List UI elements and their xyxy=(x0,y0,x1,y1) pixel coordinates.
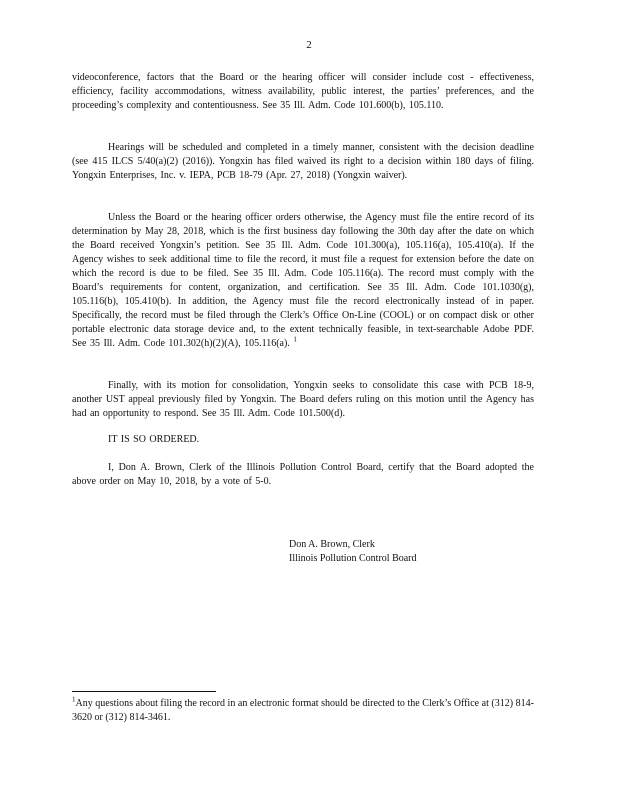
paragraph-agency-record xyxy=(72,211,534,351)
signature-organization: Illinois Pollution Control Board xyxy=(289,553,417,564)
signature-name: Don A. Brown, Clerk xyxy=(289,539,375,550)
footnote-marker: 1 xyxy=(72,695,76,704)
footnote xyxy=(72,697,534,725)
order-statement: IT IS SO ORDERED. xyxy=(108,434,200,445)
paragraph-hearing-factors: videoconference, factors that the Board or the hearing officer will consider include cost - effectiveness, efficiency, facility accommodations, witness availability, public interest, the parties’ preferences, and the proceeding’s complexity and contentiousness. See 35 Ill. Adm. Code 101.600(b), 105.110. xyxy=(72,72,534,111)
paragraph-consolidation: Finally, with its motion for consolidation, Yongxin seeks to consolidate this case with PCB 18-9, another UST appeal previously filed by Yongxin. The Board defers ruling on this motion until the Agency has had an opportunity to respond. See 35 Ill. Adm. Code 101.500(d). xyxy=(72,380,534,419)
clerk-certification: I, Don A. Brown, Clerk of the Illinois Pollution Control Board, certify that the Board adopted the above order on May 10, 2018, by a vote of 5-0. xyxy=(72,462,534,487)
footnote-divider xyxy=(72,691,216,692)
paragraph-agency-record-text: Unless the Board or the hearing officer orders otherwise, the Agency must file the entire record of its determination by May 28, 2018, which is the first business day following the 30th day after the date on which the Board received Yongxin’s petition. See 35 Ill. Adm. Code 101.300(a), 105.116(a), 105.410(a). If the Agency wishes to seek additional time to file the record, it must file a request for extension before the date on which the record is due to be filed. See 35 Ill. Adm. Code 105.116(a). The record must comply with the Board’s requirements for content, organization, and certification. See 35 Ill. Adm. Code 101.1030(g), 105.116(b), 105.410(b). In addition, the Agency must file the record electronically instead of in paper. Specifically, the record must be filed through the Clerk’s Office On-Line (COOL) or on compact disk or other portable electronic data storage device and, to the extent technically feasible, in text-searchable Adobe PDF. See 35 Ill. Adm. Code 101.302(h)(2)(A), 105.116(a). xyxy=(72,212,534,349)
signature-block xyxy=(289,538,417,566)
footnote-text: Any questions about filing the record in an electronic format should be directed to the Clerk’s Office at (312) 814-3620 or (312) 814-3461. xyxy=(72,698,534,723)
page-number: 2 xyxy=(306,39,312,51)
footnote-reference: 1 xyxy=(293,335,297,344)
paragraph-hearing-schedule: Hearings will be scheduled and completed in a timely manner, consistent with the decision deadline (see 415 ILCS 5/40(a)(2) (2016)). Yongxin has filed waived its right to a decision within 180 days of filing. Yongxin Enterprises, Inc. v. IEPA, PCB 18-79 (Apr. 27, 2018) (Yongxin waiver). xyxy=(72,142,534,181)
